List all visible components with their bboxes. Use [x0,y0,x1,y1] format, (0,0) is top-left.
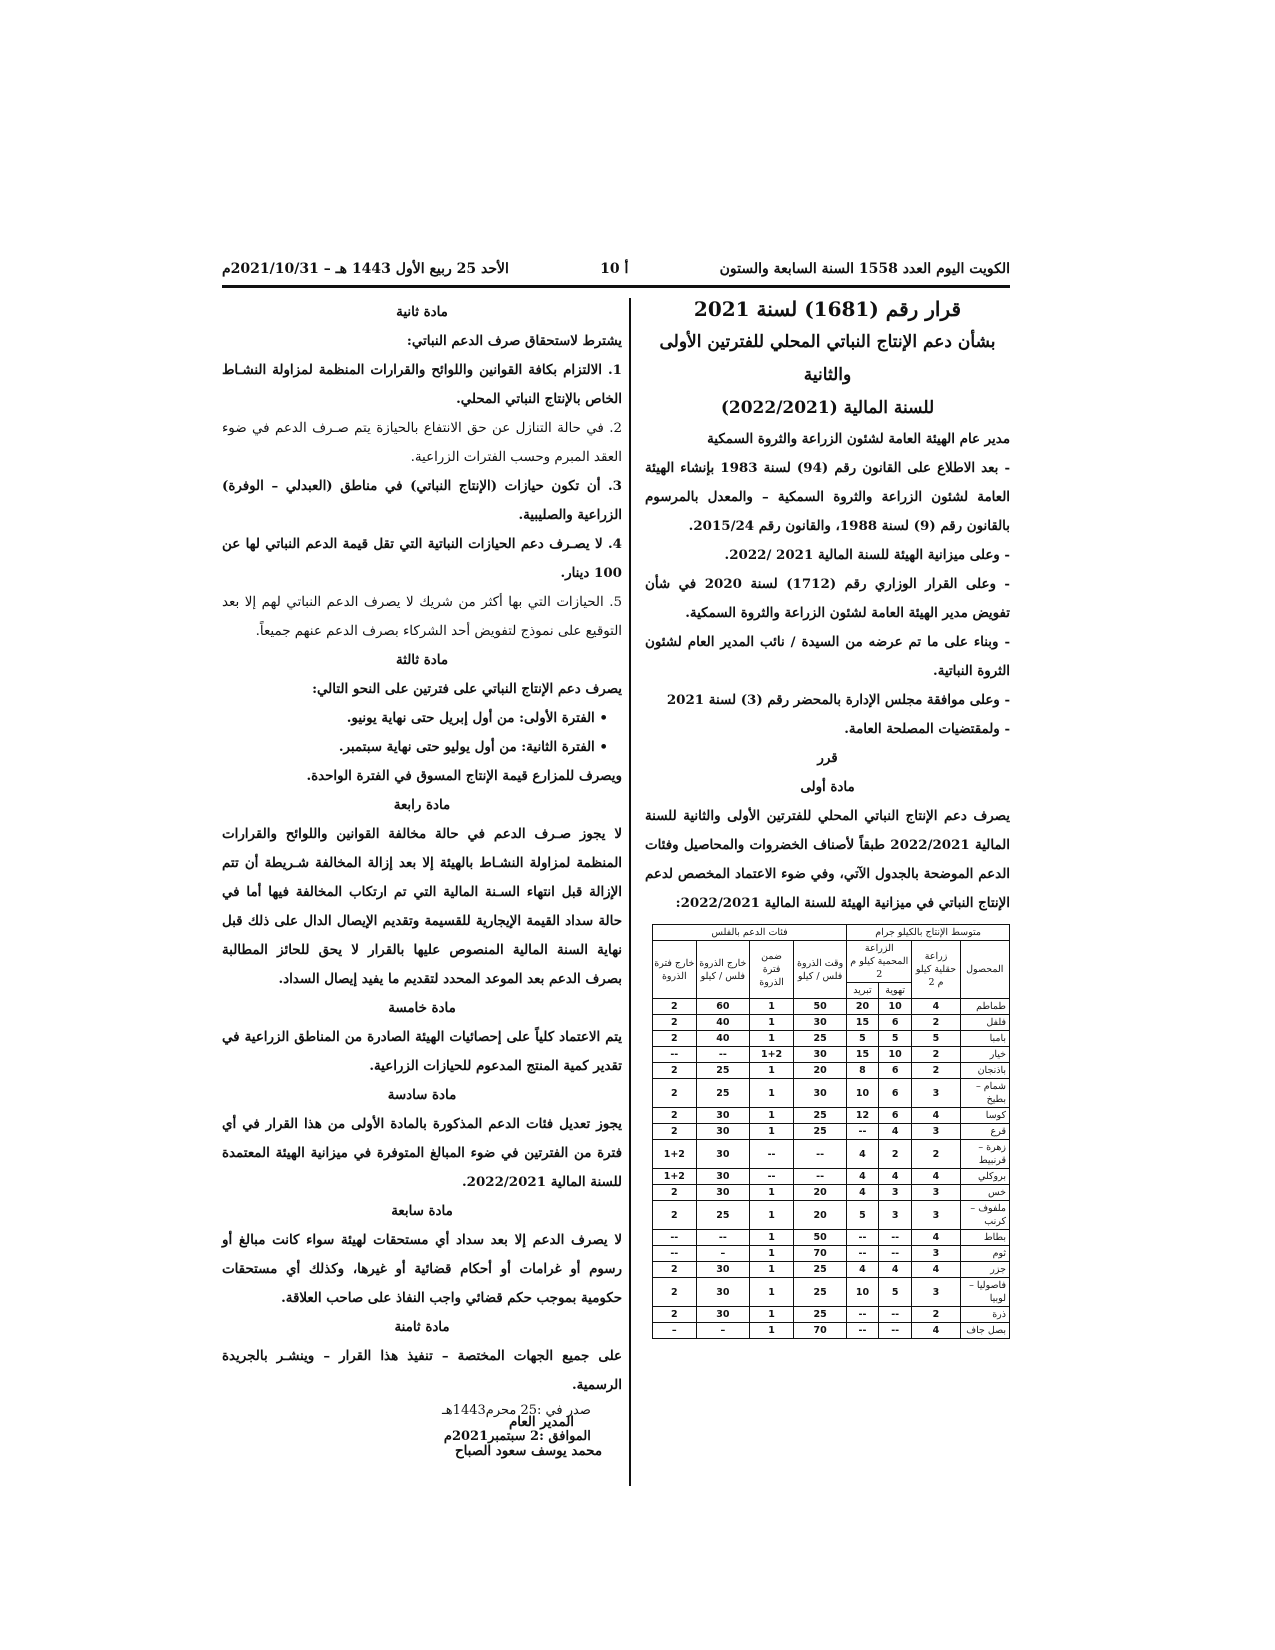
table-cell-cool: 5 [847,1031,879,1047]
article2-item: 3. أن تكون حيازات (الإنتاج النباتي) في مناطق (العبدلي – الوفرة) الزراعية والصليبية. [222,478,622,523]
table-cell-out_period: 2 [653,1124,697,1140]
table-cell-within: 1 [750,1201,794,1230]
article2-item: 1. الالتزام بكافة القوانين واللوائح والقرارات المنظمة لمزاولة النشـاط الخاص بالإنتاج النباتي المحلي. [222,362,622,407]
table-cell-out_period: 2 [653,1201,697,1230]
table-cell-peak: 50 [794,1230,847,1246]
table-cell-outside: 30 [696,1140,749,1169]
table-cell-out_period: -- [653,1047,697,1063]
table-cell-out_period: 2 [653,1278,697,1307]
table-row [653,1015,1010,1031]
col-out-period: خارج فترة الذروة [653,941,697,999]
table-cell-outside: 25 [696,1063,749,1079]
table-cell-crop: بروكلي [960,1169,1009,1185]
table-cell-cool: 5 [847,1201,879,1230]
table-cell-crop: جزر [960,1262,1009,1278]
article3-heading: مادة ثالثة [396,652,448,668]
col-protected: الزراعة المحمية كيلو م 2 [847,941,912,983]
article2-heading: مادة ثانية [396,304,448,320]
table-cell-peak: 50 [794,999,847,1015]
table-cell-crop: قرع [960,1124,1009,1140]
article3-intro: يصرف دعم الإنتاج النباتي على فترتين على النحو التالي: [312,681,622,697]
table-cell-outside: 30 [696,1262,749,1278]
table-cell-crop: فلفل [960,1015,1009,1031]
table-cell-outside: 40 [696,1031,749,1047]
article4-text: لا يجوز صـرف الدعم في حالة مخالفة القوانين واللوائح والقرارات المنظمة لمزاولة النشـاط بالهيئة إلا بعد إزالة المخالفة شـريطة أن تتم الإزالة قبل انتهاء السـنة المالية التي تم ارتكاب المخالفة فيها أما في حالة سداد القيمة الإيجارية للقسيمة وتقديم الإيصال الدال على ذلك قبل نهاية السنة المالية المنصوص عليها بالقرار لا يحق للحائز المطالبة بصرف الدعم بعد الموعد المحدد لتقديم ما يفيد إيصال السداد. [222,826,622,987]
table-cell-peak: 20 [794,1201,847,1230]
table-cell-field: 4 [912,1230,960,1246]
table-cell-out_period: -- [653,1230,697,1246]
table-cell-peak: -- [794,1169,847,1185]
table-cell-field: 4 [912,1169,960,1185]
table-cell-peak: 25 [794,1278,847,1307]
table-cell-vent: 4 [878,1124,912,1140]
table-cell-out_period: 2 [653,1031,697,1047]
table-cell-within: 1 [750,1230,794,1246]
table-cell-field: 4 [912,999,960,1015]
table-cell-vent: 5 [878,1278,912,1307]
table-cell-field: 5 [912,1031,960,1047]
table-cell-field: 3 [912,1201,960,1230]
table-row [653,1108,1010,1124]
article2-intro: يشترط لاستحقاق صرف الدعم النباتي: [406,333,622,349]
table-cell-peak: 25 [794,1124,847,1140]
table-cell-cool: -- [847,1230,879,1246]
table-cell-vent: 2 [878,1140,912,1169]
table-cell-peak: 70 [794,1246,847,1262]
table-cell-out_period: -- [653,1246,697,1262]
table-cell-out_period: 1+2 [653,1169,697,1185]
table-cell-out_period: 2 [653,1262,697,1278]
table-cell-outside: 30 [696,1307,749,1323]
article8-text: على جميع الجهات المختصة – تنفيذ هذا القرار – وينشـر بالجريدة الرسمية. [222,1348,622,1393]
table-cell-vent: 10 [878,999,912,1015]
table-cell-peak: 30 [794,1079,847,1108]
table-row [653,1031,1010,1047]
table-cell-cool: 12 [847,1108,879,1124]
table-cell-crop: ذرة [960,1307,1009,1323]
table-row [653,1063,1010,1079]
table-row [653,1246,1010,1262]
table-cell-within: 1+2 [750,1047,794,1063]
article3-item: • الفترة الأولى: من أول إبريل حتى نهاية يونيو. [346,710,608,726]
table-cell-vent: -- [878,1230,912,1246]
table-cell-cool: 4 [847,1140,879,1169]
issue-dates [442,1398,591,1450]
article1-text: يصرف دعم الإنتاج النباتي المحلي للفترتين الأولى والثانية للسنة المالية 2022/2021 طبقاً لأصناف الخضروات والمحاصيل وفئات الدعم الموضحة بالجدول الآتي، وفي ضوء الاعتماد المخصص لدعم الإنتاج النباتي في ميزانية الهيئة للسنة المالية 2022/2021: [645,808,1010,911]
table-row [653,999,1010,1015]
preamble-item: - وعلى القرار الوزاري رقم (1712) لسنة 2020 في شأن تفويض مدير الهيئة العامة لشئون الزراعة والثروة السمكية. [645,576,1010,621]
table-cell-cool: 4 [847,1169,879,1185]
table-cell-crop: خيار [960,1047,1009,1063]
table-cell-crop: كوسا [960,1108,1009,1124]
table-cell-peak: 70 [794,1323,847,1339]
decision-title: قرار رقم (1681) لسنة 2021 [693,297,962,321]
table-cell-crop: ثوم [960,1246,1009,1262]
column-divider [629,298,631,1486]
table-cell-cool: 20 [847,999,879,1015]
preamble-item: - ولمقتضيات المصلحة العامة. [844,721,1010,737]
table-cell-peak: 25 [794,1307,847,1323]
table-cell-cool: -- [847,1307,879,1323]
signature-name: محمد يوسف سعود الصباح [454,1443,602,1459]
table-cell-within: 1 [750,1015,794,1031]
col-in-period: ضمن فترة الذروة [750,941,794,999]
table-cell-vent: -- [878,1246,912,1262]
table-cell-within: -- [750,1169,794,1185]
table-row [653,1124,1010,1140]
table-cell-vent: -- [878,1307,912,1323]
table-cell-within: 1 [750,1124,794,1140]
table-cell-outside: 30 [696,1108,749,1124]
table-cell-outside: -- [696,1047,749,1063]
article6-heading: مادة سادسة [387,1087,457,1103]
table-cell-outside: – [696,1246,749,1262]
table-cell-outside: 25 [696,1079,749,1108]
decision-subject-line2: للسنة المالية (2022/2021) [720,398,935,418]
table-cell-field: 3 [912,1185,960,1201]
article1-heading: مادة أولى [800,779,855,795]
preamble-item: - وعلى ميزانية الهيئة للسنة المالية 2021 /2022. [724,547,1010,563]
article6-text: يجوز تعديل فئات الدعم المذكورة بالمادة الأولى من هذا القرار في أي فترة من الفترتين في ضوء المبالغ المتوفرة في ميزانية الهيئة المعتمدة للسنة المالية 2022/2021. [222,1116,622,1190]
table-cell-vent: 4 [878,1169,912,1185]
issuer: مدير عام الهيئة العامة لشئون الزراعة والثروة السمكية [707,431,1010,447]
table-cell-cool: 15 [847,1015,879,1031]
signature-role: المدير العام [509,1414,574,1430]
table-cell-within: -- [750,1140,794,1169]
table-cell-within: 1 [750,1307,794,1323]
header-date: الأحد 25 ربيع الأول 1443 هـ – 2021/10/31م [222,261,509,277]
article7-heading: مادة سابعة [391,1203,453,1219]
table-cell-field: 2 [912,1047,960,1063]
table-cell-vent: 3 [878,1201,912,1230]
table-cell-outside: 30 [696,1278,749,1307]
article7-text: لا يصرف الدعم إلا بعد سداد أي مستحقات لهيئة سواء كانت مبالغ أو رسوم أو غرامات أو أحكام قضائية أو غيرها، وكذلك أي مستحقات حكومية بموجب حكم قضائي واجب النفاذ على صاحب العلاقة. [222,1232,622,1306]
table-row [653,1307,1010,1323]
table-cell-out_period: 1+2 [653,1140,697,1169]
table-cell-vent: 6 [878,1015,912,1031]
table-cell-within: 1 [750,1079,794,1108]
left-column [222,298,622,1466]
right-column [645,292,1010,918]
issued-hijri: صدر في :25 محرم1443هـ [442,1403,591,1418]
table-cell-cool: 4 [847,1262,879,1278]
table-row [653,1140,1010,1169]
table-cell-vent: 6 [878,1108,912,1124]
article3-item: • الفترة الثانية: من أول يوليو حتى نهاية سبتمبر. [338,739,608,755]
table-cell-cool: -- [847,1124,879,1140]
table-row [653,1079,1010,1108]
table-cell-peak: 25 [794,1031,847,1047]
table-cell-within: 1 [750,1246,794,1262]
table-cell-crop: خس [960,1185,1009,1201]
table-cell-within: 1 [750,1108,794,1124]
table-cell-field: 4 [912,1262,960,1278]
table-cell-cool: 15 [847,1047,879,1063]
article5-heading: مادة خامسة [388,1000,456,1016]
table-cell-outside: 30 [696,1124,749,1140]
table-cell-vent: 6 [878,1063,912,1079]
table-cell-out_period: – [653,1323,697,1339]
table-cell-field: 2 [912,1140,960,1169]
table-cell-vent: 6 [878,1079,912,1108]
support-group-header: فئات الدعم بالفلس [653,925,847,941]
table-cell-field: 3 [912,1246,960,1262]
page-header [222,256,1010,282]
table-cell-field: 3 [912,1079,960,1108]
table-cell-out_period: 2 [653,1108,697,1124]
support-table-body [653,999,1010,1339]
table-row [653,1230,1010,1246]
table-row [653,1262,1010,1278]
table-cell-cool: -- [847,1246,879,1262]
table-row [653,1047,1010,1063]
table-cell-outside: 30 [696,1185,749,1201]
table-cell-crop: بامبا [960,1031,1009,1047]
table-cell-cool: 4 [847,1185,879,1201]
table-cell-outside: 30 [696,1169,749,1185]
col-ventilated: تهوية [878,983,912,999]
table-cell-peak: 30 [794,1015,847,1031]
col-crop: المحصول [960,941,1009,999]
table-cell-crop: ملفوف – كرنب [960,1201,1009,1230]
table-cell-crop: شمام – بطيخ [960,1079,1009,1108]
table-cell-within: 1 [750,1262,794,1278]
table-cell-out_period: 2 [653,1015,697,1031]
table-cell-field: 3 [912,1124,960,1140]
table-cell-cool: 10 [847,1278,879,1307]
table-cell-field: 3 [912,1278,960,1307]
article2-item: 5. الحيازات التي بها أكثر من شريك لا يصرف الدعم النباتي لهم إلا بعد التوقيع على نموذج لتفويض أحد الشركاء بصرف الدعم عنهم جميعاً. [222,595,622,639]
col-cooled: تبريد [847,983,879,999]
table-cell-within: 1 [750,1323,794,1339]
table-cell-peak: 25 [794,1262,847,1278]
preamble-item: - وعلى موافقة مجلس الإدارة بالمحضر رقم (3) لسنة 2021 [666,692,1010,708]
page-number: أ 10 [600,261,629,277]
table-row [653,1278,1010,1307]
decided-heading: قرر [817,750,838,766]
table-cell-within: 1 [750,1063,794,1079]
table-cell-out_period: 2 [653,1185,697,1201]
table-cell-peak: 20 [794,1063,847,1079]
article4-heading: مادة رابعة [393,797,451,813]
table-cell-outside: 40 [696,1015,749,1031]
article3-note: ويصرف للمزارع قيمة الإنتاج المسوق في الفترة الواحدة. [306,768,622,784]
table-cell-peak: -- [794,1140,847,1169]
table-cell-cool: 10 [847,1079,879,1108]
support-table [652,924,1010,1339]
production-group-header: متوسط الإنتاج بالكيلو جرام [847,925,1010,941]
table-cell-vent: 5 [878,1031,912,1047]
table-cell-cool: -- [847,1323,879,1339]
table-cell-crop: زهرة – قرنبيط [960,1140,1009,1169]
table-cell-outside: – [696,1323,749,1339]
preamble-item: - وبناء على ما تم عرضه من السيدة / نائب المدير العام لشئون الثروة النباتية. [645,634,1010,679]
table-cell-vent: 10 [878,1047,912,1063]
col-field: زراعة حقلية كيلو م 2 [912,941,960,999]
article2-item: 4. لا يصـرف دعم الحيازات النباتية التي تقل قيمة الدعم النباتي لها عن 100 دينار. [222,536,622,581]
table-cell-cool: 8 [847,1063,879,1079]
table-cell-field: 4 [912,1108,960,1124]
table-cell-vent: 4 [878,1262,912,1278]
table-cell-out_period: 2 [653,999,697,1015]
table-cell-peak: 30 [794,1047,847,1063]
preamble-item: - بعد الاطلاع على القانون رقم (94) لسنة 1983 بإنشاء الهيئة العامة لشئون الزراعة والثروة السمكية – والمعدل بالمرسوم بالقانون رقم (9) لسنة 1988، والقانون رقم 2015/24. [645,460,1010,534]
table-cell-field: 2 [912,1307,960,1323]
table-cell-out_period: 2 [653,1079,697,1108]
table-cell-within: 1 [750,1031,794,1047]
col-out-peak: خارج الذروة فلس / كيلو [696,941,749,999]
article8-heading: مادة ثامنة [394,1319,450,1335]
table-cell-out_period: 2 [653,1063,697,1079]
table-cell-within: 1 [750,1185,794,1201]
col-in-time: وقت الذروة فلس / كيلو [794,941,847,999]
table-cell-peak: 25 [794,1108,847,1124]
table-cell-outside: 25 [696,1201,749,1230]
article5-text: يتم الاعتماد كلياً على إحصائيات الهيئة الصادرة من المناطق الزراعية في تقدير كمية المنتج المدعوم للحيازات الزراعية. [222,1029,622,1074]
table-cell-out_period: 2 [653,1307,697,1323]
decision-subject-line1: بشأن دعم الإنتاج النباتي المحلي للفترتين الأولى والثانية [659,332,996,385]
table-cell-crop: طماطم [960,999,1009,1015]
table-row [653,1169,1010,1185]
publication-issue: الكويت اليوم العدد 1558 السنة السابعة والستون [719,261,1010,277]
table-cell-field: 4 [912,1323,960,1339]
table-cell-crop: باذنجان [960,1063,1009,1079]
issued-gregorian: الموافق :2 سبتمبر2021م [443,1429,591,1444]
table-cell-field: 2 [912,1063,960,1079]
table-cell-vent: -- [878,1323,912,1339]
table-row [653,1185,1010,1201]
table-cell-outside: 60 [696,999,749,1015]
table-row [653,1323,1010,1339]
header-rule [222,285,1010,288]
table-cell-field: 2 [912,1015,960,1031]
article2-item: 2. في حالة التنازل عن حق الانتفاع بالحيازة يتم صـرف الدعم في ضوء العقد المبرم وحسب الفترات الزراعية. [222,421,622,465]
table-cell-within: 1 [750,999,794,1015]
table-cell-peak: 20 [794,1185,847,1201]
table-cell-vent: 3 [878,1185,912,1201]
table-cell-crop: فاصوليا – لوبيا [960,1278,1009,1307]
support-table-wrapper [652,924,1010,1339]
table-cell-outside: -- [696,1230,749,1246]
table-row [653,1201,1010,1230]
table-cell-crop: بطاط [960,1230,1009,1246]
table-cell-within: 1 [750,1278,794,1307]
table-cell-crop: بصل جاف [960,1323,1009,1339]
